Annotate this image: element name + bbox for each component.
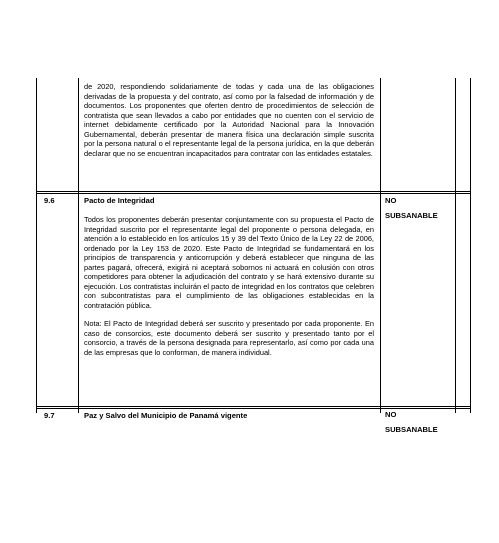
table-border-right bbox=[470, 78, 471, 413]
row-divider-top-96 bbox=[36, 191, 471, 192]
row-continuation-text bbox=[84, 82, 374, 158]
paragraph-nota: Nota: El Pacto de Integridad deberá ser suscrito y presentado por cada proponente. En caso de consorcios, este documento deberá ser suscrito y presentado tanto por el consorcio, a través de la persona designada para representarlo, así como por cada una de las empresas que lo conforman, de manera individual. bbox=[84, 319, 374, 357]
row-title-paz-y-salvo: Paz y Salvo del Municipio de Panamá vigente bbox=[84, 411, 248, 420]
row-title-pacto-de-integridad: Pacto de Integridad bbox=[84, 196, 155, 205]
row-status-9-7 bbox=[385, 409, 438, 439]
status-line-subsanable: SUBSANABLE bbox=[385, 211, 438, 220]
row-divider-bottom-96 bbox=[36, 193, 471, 194]
status-line-no: NO bbox=[385, 196, 397, 205]
paragraph: Todos los proponentes deberán presentar conjuntamente con su propuesta el Pacto de Integridad suscrito por el representante legal del proponente o persona delegada, en atención a lo establecido en los artículos 15 y 39 del Texto Único de la Ley 22 de 2006, ordenado por la Ley 153 de 2020. Este Pacto de Integridad se fundamentará en los principios de transparencia y anticorrupción y deberá establecer que ninguna de las partes pagará, ofrecerá, exigirá ni aceptará sobornos ni actuará en colusión con otros competidores para obtener la adjudicación del contrato y se hará extensivo durante su ejecución. Los contratistas incluirán el pacto de integridad en los contratos que celebren con subcontratistas para el cumplimiento de las obligaciones establecidas en la contratación pública. bbox=[84, 215, 374, 310]
status-line-subsanable: SUBSANABLE bbox=[385, 425, 438, 434]
row-number-9-6: 9.6 bbox=[44, 196, 55, 205]
column-divider-number bbox=[78, 78, 79, 413]
status-line-no: NO bbox=[385, 410, 397, 419]
column-divider-status bbox=[380, 78, 381, 413]
table-border-left bbox=[36, 78, 37, 413]
row-divider-top-97 bbox=[36, 406, 471, 407]
row-number-9-7: 9.7 bbox=[44, 411, 55, 420]
paragraph: de 2020, respondiendo solidariamente de todas y cada una de las obligaciones derivadas de la propuesta y del contrato, así como por la falsedad de información y de documentos. Los proponentes que oferten dentro de procedimientos de selección de contratista que sean llevados a cabo por entidades que no cuenten con el servicio de internet debidamente certificado por la Autoridad Nacional para la Innovación Gubernamental, deberán presentar de manera física una declaración simple suscrita por la persona natural o el representante legal de la persona jurídica, en la que deberán declarar que no se encuentran incapacitados para contratar con las entidades estatales. bbox=[84, 82, 374, 158]
row-status-9-6 bbox=[385, 195, 438, 225]
row-9-6-body bbox=[84, 215, 374, 357]
column-divider-right bbox=[455, 78, 456, 413]
